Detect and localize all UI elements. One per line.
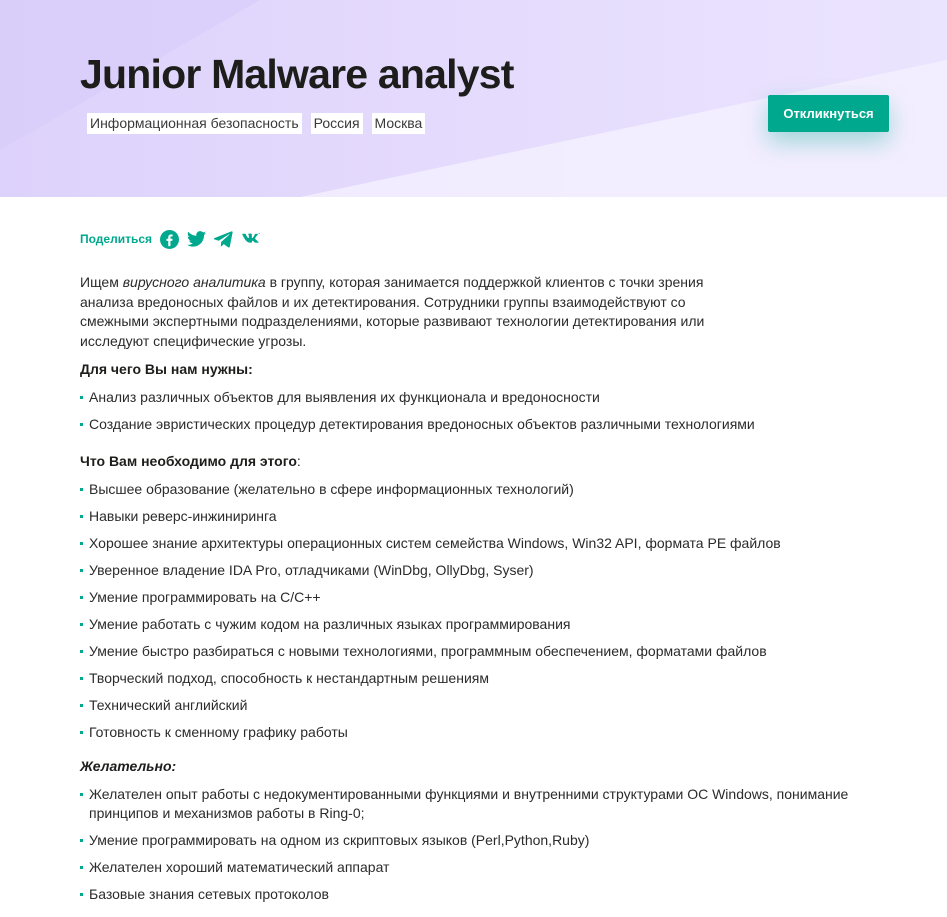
facebook-icon[interactable]: [159, 229, 179, 249]
list-item: Навыки реверс-инжиниринга: [80, 507, 860, 527]
list-item: Творческий подход, способность к нестандартным решениям: [80, 669, 860, 689]
apply-button[interactable]: Откликнуться: [768, 95, 889, 132]
hero-banner: [0, 0, 947, 197]
intro-paragraph: Ищем вирусного аналитика в группу, которая занимается поддержкой клиентов с точки зрения анализа вредоносных файлов и их детектирования. Сотрудники группы взаимодействуют со смежными экспертными подразделениями, которые развивают технологии детектирования или исследуют специфические угрозы.: [80, 274, 705, 349]
list-item: Уверенное владение IDA Pro, отладчиками (WinDbg, OllyDbg, Syser): [80, 561, 860, 581]
responsibilities-list: [80, 388, 860, 435]
nice-to-have-heading: Желательно:: [80, 758, 177, 774]
list-item: Умение быстро разбираться с новыми технологиями, программным обеспечением, форматами файлов: [80, 642, 860, 662]
vk-icon[interactable]: [240, 229, 260, 249]
responsibilities-heading: Для чего Вы нам нужны:: [80, 361, 253, 377]
list-item: Высшее образование (желательно в сфере информационных технологий): [80, 480, 860, 500]
requirements-list: [80, 480, 860, 743]
list-item: Базовые знания сетевых протоколов: [80, 885, 860, 905]
list-item: Хорошее знание архитектуры операционных систем семейства Windows, Win32 API, формата PE файлов: [80, 534, 860, 554]
share-bar: [80, 229, 267, 249]
intro-emphasis: вирусного аналитика: [122, 274, 266, 290]
tag-city[interactable]: Москва: [372, 113, 426, 134]
list-item: Готовность к сменному графику работы: [80, 723, 860, 743]
job-tags: [87, 113, 425, 134]
list-item: Умение программировать на одном из скриптовых языков (Perl,Python,Ruby): [80, 831, 860, 851]
list-item: Умение программировать на C/C++: [80, 588, 860, 608]
list-item: Желателен опыт работы с недокументированными функциями и внутренними структурами ОС Windows, понимание принципов и механизмов работы в Ring-0;: [80, 785, 860, 824]
share-label: Поделиться: [80, 232, 153, 246]
list-item: Анализ различных объектов для выявления их функционала и вредоносности: [80, 388, 860, 408]
job-title: Junior Malware analyst: [80, 51, 514, 97]
list-item: Создание эвристических процедур детектирования вредоносных объектов различными технологиями: [80, 415, 860, 435]
vacancy-description: [80, 273, 860, 917]
list-item: Умение работать с чужим кодом на различных языках программирования: [80, 615, 860, 635]
tag-department[interactable]: Информационная безопасность: [87, 113, 302, 134]
telegram-icon[interactable]: [213, 229, 233, 249]
tag-country[interactable]: Россия: [311, 113, 363, 134]
list-item: Желателен хороший математический аппарат: [80, 858, 860, 878]
twitter-icon[interactable]: [186, 229, 206, 249]
list-item: Технический английский: [80, 696, 860, 716]
requirements-heading: Что Вам необходимо для этого:: [80, 453, 301, 469]
nice-to-have-list: [80, 785, 860, 905]
